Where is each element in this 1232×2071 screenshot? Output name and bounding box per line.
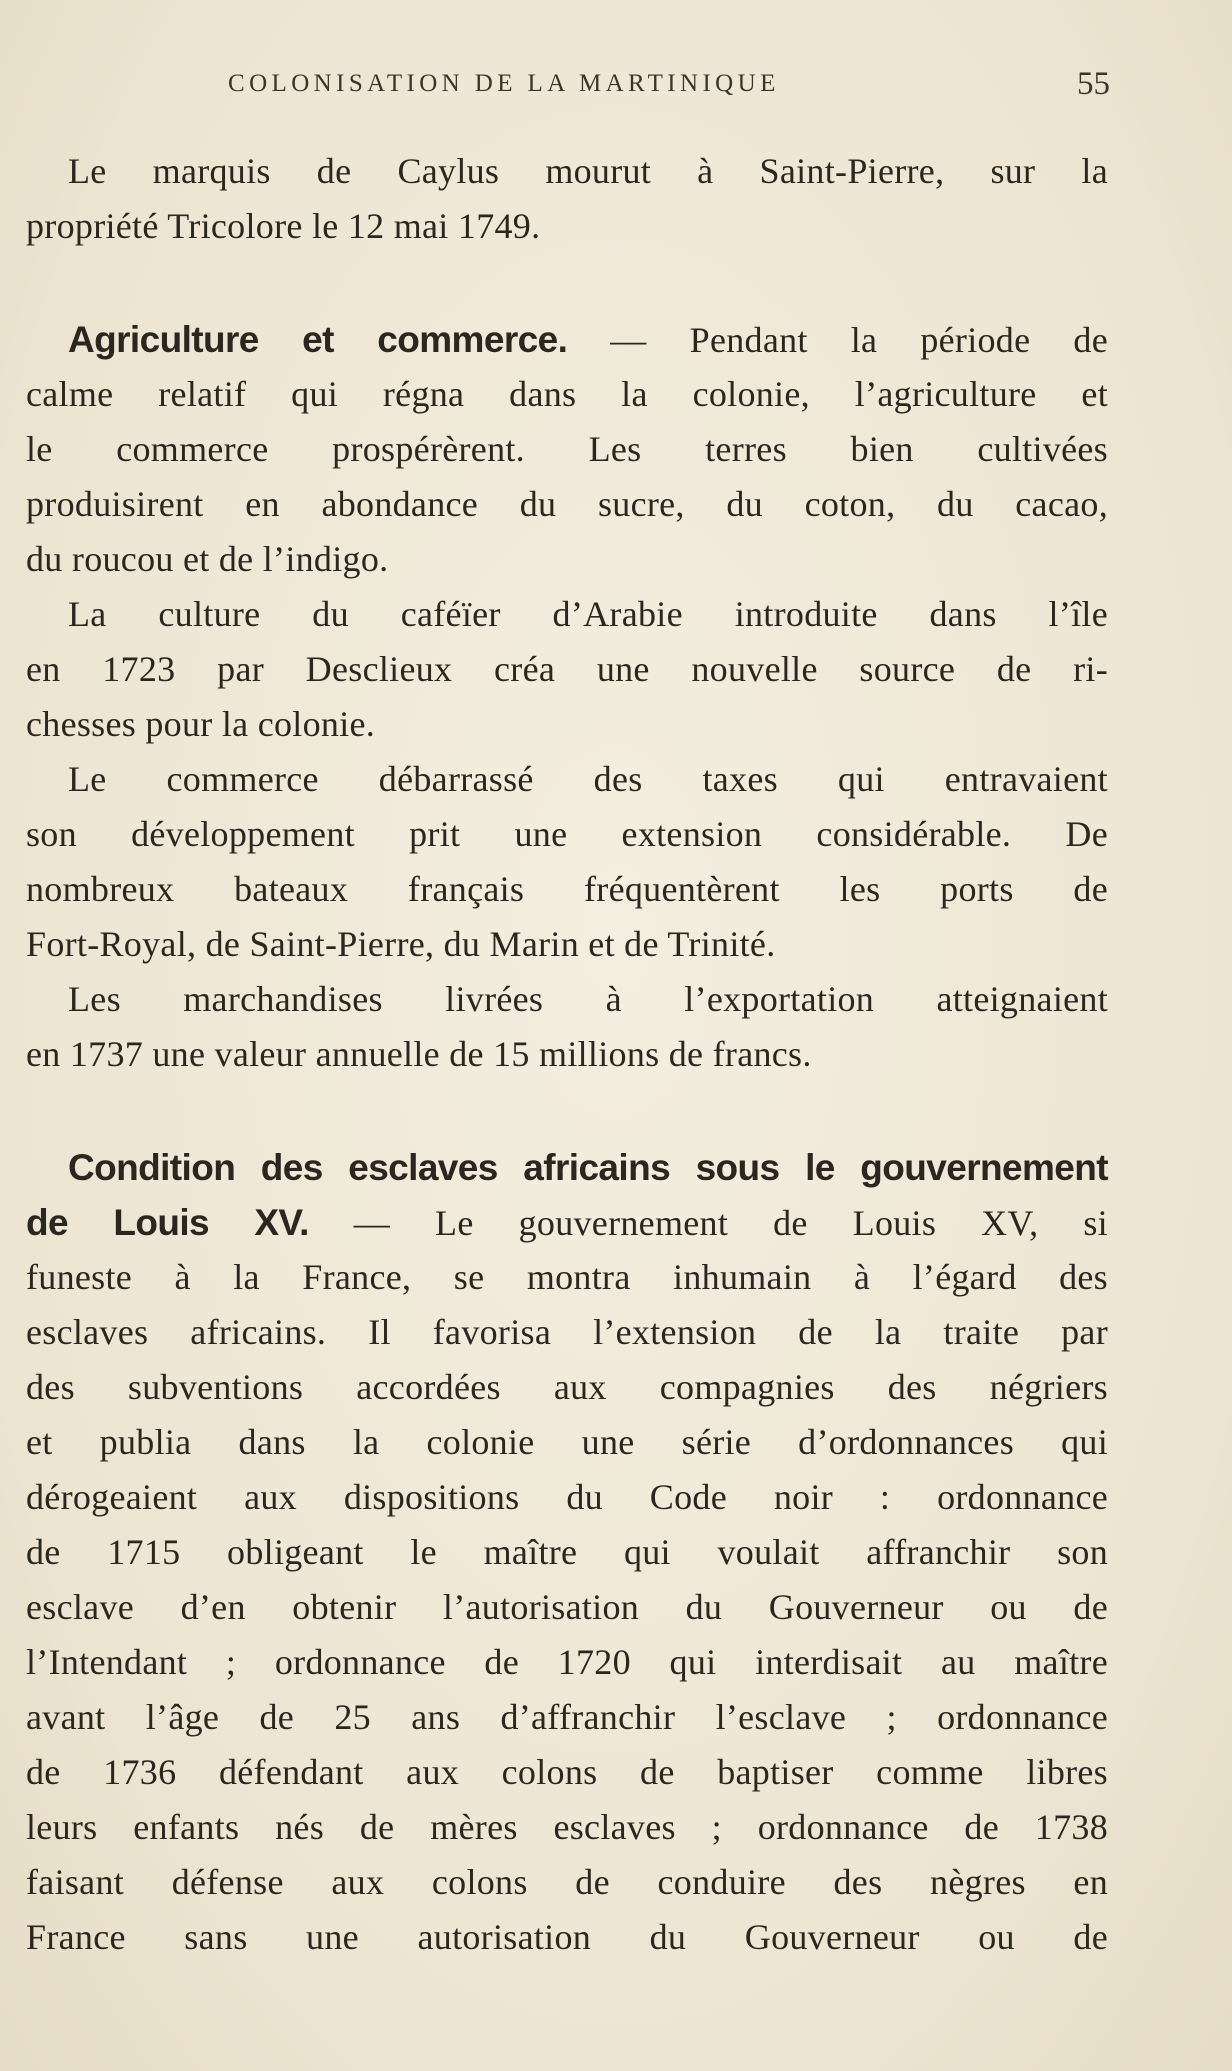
text-line: produisirent en abondance du sucre, du coton, du cacao, [26, 484, 1108, 524]
section-title-condition: Condition des esclaves africains sous le gouvernement [68, 1147, 1108, 1188]
text-line: de 1736 défendant aux colons de baptiser comme libres [26, 1752, 1108, 1792]
text-line: en 1737 une valeur annuelle de 15 millions de francs. [26, 1034, 812, 1074]
section-heading-line [20, 1195, 1108, 1250]
text-line: des subventions accordées aux compagnies des négriers [26, 1367, 1108, 1407]
page-header [228, 66, 1110, 106]
section-title-continued: de Louis XV. [26, 1202, 309, 1243]
text-line: propriété Tricolore le 12 mai 1749. [26, 206, 541, 246]
text-span: — Pendant la période de [610, 320, 1108, 360]
text-line: en 1723 par Desclieux créa une nouvelle source de ri- [26, 649, 1108, 689]
text-line: esclaves africains. Il favorisa l’extension de la traite par [26, 1312, 1108, 1352]
body-text [20, 144, 1108, 1965]
text-line: calme relatif qui régna dans la colonie, l’agriculture et [26, 374, 1108, 414]
running-title: COLONISATION DE LA MARTINIQUE [228, 70, 780, 97]
text-line: La culture du caféïer d’Arabie introduite dans l’île [68, 594, 1108, 634]
text-line: dérogeaient aux dispositions du Code noir : ordonnance [26, 1477, 1108, 1517]
section-heading-line [20, 312, 1108, 367]
text-line: du roucou et de l’indigo. [26, 539, 389, 579]
text-span: — Le gouvernement de Louis XV, si [353, 1203, 1108, 1243]
text-line: de 1715 obligeant le maître qui voulait affranchir son [26, 1532, 1108, 1572]
text-line: nombreux bateaux français fréquentèrent les ports de [26, 869, 1108, 909]
text-line: avant l’âge de 25 ans d’affranchir l’esclave ; ordonnance [26, 1697, 1108, 1737]
text-line: l’Intendant ; ordonnance de 1720 qui interdisait au maître [26, 1642, 1108, 1682]
text-line: le commerce prospérèrent. Les terres bien cultivées [26, 429, 1108, 469]
text-line: funeste à la France, se montra inhumain à l’égard des [26, 1257, 1108, 1297]
text-line: et publia dans la colonie une série d’ordonnances qui [26, 1422, 1108, 1462]
text-line: Le marquis de Caylus mourut à Saint-Pierre, sur la [68, 151, 1108, 191]
text-line: Fort-Royal, de Saint-Pierre, du Marin et de Trinité. [26, 924, 776, 964]
text-line: Le commerce débarrassé des taxes qui entravaient [68, 759, 1108, 799]
section-title-agriculture: Agriculture et commerce. [68, 319, 568, 360]
text-line: esclave d’en obtenir l’autorisation du Gouverneur ou de [26, 1587, 1108, 1627]
text-line: son développement prit une extension considérable. De [26, 814, 1108, 854]
text-line: leurs enfants nés de mères esclaves ; ordonnance de 1738 [26, 1807, 1108, 1847]
text-line: chesses pour la colonie. [26, 704, 376, 744]
text-line: Les marchandises livrées à l’exportation atteignaient [68, 979, 1108, 1019]
page-number: 55 [1077, 66, 1110, 102]
text-line: faisant défense aux colons de conduire des nègres en [26, 1862, 1108, 1902]
text-line: France sans une autorisation du Gouverneur ou de [26, 1917, 1108, 1957]
